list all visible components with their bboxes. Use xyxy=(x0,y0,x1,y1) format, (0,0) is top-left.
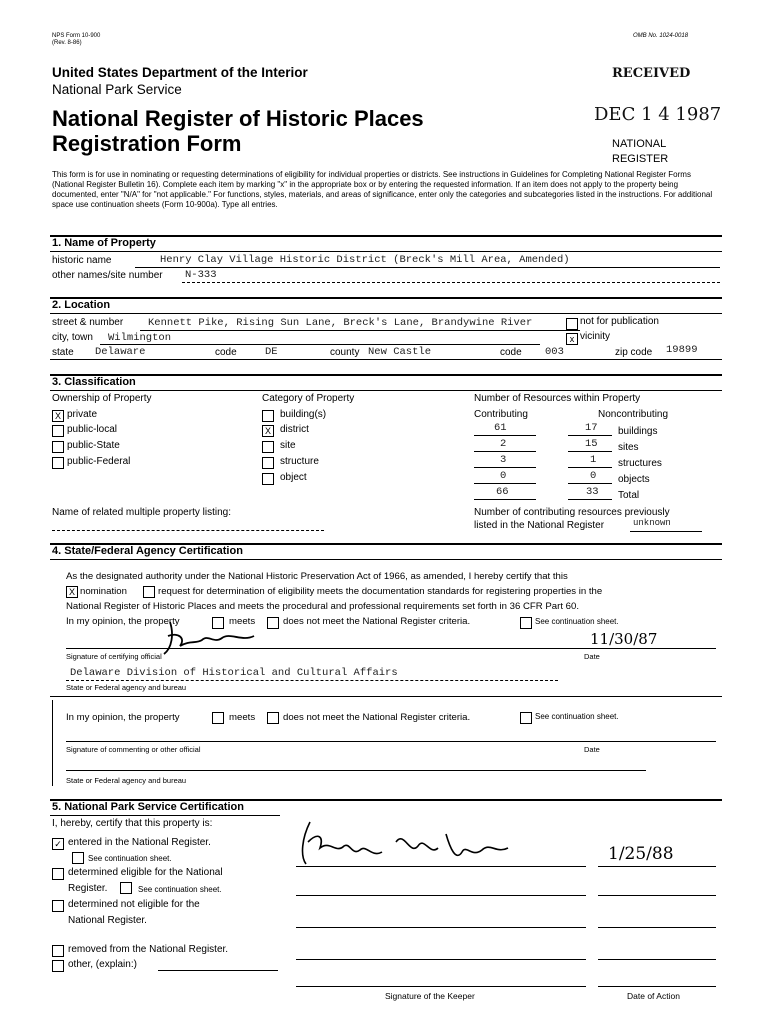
category-buildings-label: building(s) xyxy=(280,409,327,420)
street-line xyxy=(140,330,580,331)
historic-name-line xyxy=(135,267,720,268)
entered-label: entered in the National Register. xyxy=(68,837,211,848)
ownership-public-federal-label: public-Federal xyxy=(67,456,131,467)
vicinity-checkbox[interactable]: x xyxy=(566,333,578,345)
request-checkbox[interactable] xyxy=(143,586,155,598)
comment-rule xyxy=(50,696,722,697)
certify-label: I, hereby, certify that this property is: xyxy=(52,818,213,829)
agency-value[interactable]: Delaware Division of Historical and Cultural Affairs xyxy=(70,667,398,679)
category-object-checkbox[interactable] xyxy=(262,473,274,485)
intro-instructions: This form is for use in nominating or requesting determinations of eligibility for individual properties or districts. See instructions in Guidelines for Completing National Register Forms (National Register Bulletin 16). Complete each item by marking "x" in the appropriate box or by entering the requested information. If an item does not apply to the property being documented, enter "N/A" for "not applicable." For functions, styles, materials, and areas of significance, enter only the categories and subcategories listed in the instructions. For additional space use continuation sheets (Form 10-900a). Type all entries. xyxy=(52,170,713,209)
category-district-checkbox[interactable]: X xyxy=(262,425,274,437)
signature-label: Signature of certifying official xyxy=(66,652,162,661)
comment-agency-label: State or Federal agency and bureau xyxy=(66,776,187,785)
omb-number: OMB No. 1024-0018 xyxy=(633,33,689,39)
comment-see-checkbox[interactable] xyxy=(520,712,532,724)
category-site-label: site xyxy=(280,440,296,451)
stamp-national: NATIONAL xyxy=(612,138,667,150)
res-line xyxy=(474,435,536,436)
historic-name-label: historic name xyxy=(52,255,112,266)
form-revision: (Rev. 8-86) xyxy=(52,40,82,46)
form-title-line1: National Register of Historic Places xyxy=(52,106,424,131)
removed-label: removed from the National Register. xyxy=(68,944,229,955)
section4-head-rule xyxy=(50,559,722,560)
nomination-label: nomination xyxy=(80,586,127,597)
date-line-5 xyxy=(598,986,716,987)
cert-para-line1: As the designated authority under the National Historic Preservation Act of 1966, as amended, I hereby certify that this xyxy=(66,571,568,582)
agency-line xyxy=(66,680,558,681)
res-line xyxy=(568,435,612,436)
not-for-publication-label: not for publication xyxy=(580,316,659,327)
category-site-checkbox[interactable] xyxy=(262,441,274,453)
agency-label: State or Federal agency and bureau xyxy=(66,683,187,692)
certifying-date-value[interactable]: 11/30/87 xyxy=(590,630,658,648)
city-line xyxy=(100,344,540,345)
date-line-3 xyxy=(598,927,716,928)
determined-eligible-checkbox[interactable] xyxy=(52,868,64,880)
other-checkbox[interactable] xyxy=(52,960,64,972)
res-structures-label: structures xyxy=(618,458,662,469)
res-line xyxy=(474,483,536,484)
keeper-signature xyxy=(296,812,526,868)
not-eligible-label2: National Register. xyxy=(68,915,147,926)
entered-checkbox[interactable]: ✓ xyxy=(52,838,64,850)
county-code-value[interactable]: 003 xyxy=(545,346,564,358)
street-value[interactable]: Kennett Pike, Rising Sun Lane, Breck's Lane, Brandywine River xyxy=(148,317,533,329)
see2-checkbox[interactable] xyxy=(120,882,132,894)
date-of-action-label: Date of Action xyxy=(627,991,680,1001)
section2-top-rule xyxy=(50,297,722,299)
res-line xyxy=(474,499,536,500)
opinion-label: In my opinion, the property xyxy=(66,616,180,627)
ownership-private-label: private xyxy=(67,409,98,420)
determined-eligible-label2: Register. xyxy=(68,883,108,894)
signature-date-label: Date xyxy=(584,652,600,661)
res-buildings-contrib[interactable]: 61 xyxy=(494,422,507,434)
vicinity-label: vicinity xyxy=(580,331,611,342)
see1-checkbox[interactable] xyxy=(72,852,84,864)
received-date-stamp: DEC 1 4 1987 xyxy=(594,104,722,125)
comment-sig-line xyxy=(66,741,716,742)
res-total-label: Total xyxy=(618,490,640,501)
form-title-line2: Registration Form xyxy=(52,131,242,156)
date-line-4 xyxy=(598,959,716,960)
service-title: National Park Service xyxy=(52,82,182,97)
section4-heading: 4. State/Federal Agency Certification xyxy=(52,545,243,557)
other-names-line xyxy=(182,282,720,283)
res-line xyxy=(568,451,612,452)
section1-heading: 1. Name of Property xyxy=(52,237,156,249)
res-line xyxy=(568,483,612,484)
res-line xyxy=(568,467,612,468)
zip-value[interactable]: 19899 xyxy=(666,344,698,356)
signature-line xyxy=(66,648,716,649)
state-code-value[interactable]: DE xyxy=(265,346,278,358)
action-date-value[interactable]: 1/25/88 xyxy=(608,844,674,864)
category-title: Category of Property xyxy=(262,393,355,404)
category-structure-checkbox[interactable] xyxy=(262,457,274,469)
section5-heading: 5. National Park Service Certification xyxy=(52,801,244,813)
res-total-contrib[interactable]: 66 xyxy=(496,486,509,498)
not-eligible-label1: determined not eligible for the xyxy=(68,899,200,910)
ownership-public-federal-checkbox[interactable] xyxy=(52,457,64,469)
comment-opinion-label: In my opinion, the property xyxy=(66,712,180,723)
section3-heading: 3. Classification xyxy=(52,376,136,388)
category-district-label: district xyxy=(280,424,309,435)
certifying-signature xyxy=(150,614,270,658)
other-names-label: other names/site number xyxy=(52,270,163,281)
see1-label: See continuation sheet. xyxy=(88,854,172,863)
ownership-public-state-checkbox[interactable] xyxy=(52,441,64,453)
keeper-line-3 xyxy=(296,927,586,928)
section3-head-rule xyxy=(50,390,722,391)
department-title: United States Department of the Interior xyxy=(52,65,308,80)
other-label: other, (explain:) xyxy=(68,959,137,970)
not-eligible-checkbox[interactable] xyxy=(52,900,64,912)
res-objects-noncontrib[interactable]: 0 xyxy=(590,470,597,482)
res-structures-contrib[interactable]: 3 xyxy=(500,454,507,466)
keeper-line-5 xyxy=(296,986,586,987)
received-stamp: RECEIVED xyxy=(612,66,691,81)
comment-date-label: Date xyxy=(584,745,600,754)
res-line xyxy=(474,451,536,452)
city-label: city, town xyxy=(52,332,93,343)
ownership-public-state-label: public-State xyxy=(67,440,120,451)
ownership-private-checkbox[interactable]: X xyxy=(52,410,64,422)
category-structure-label: structure xyxy=(280,456,319,467)
city-value[interactable]: Wilmington xyxy=(108,332,172,344)
category-buildings-checkbox[interactable] xyxy=(262,410,274,422)
ownership-public-local-label: public-local xyxy=(67,424,118,435)
stamp-register: REGISTER xyxy=(612,153,669,165)
keeper-signature-label: Signature of the Keeper xyxy=(385,991,475,1001)
comment-meets-checkbox[interactable] xyxy=(212,712,224,724)
form-number: NPS Form 10-900 xyxy=(52,33,101,39)
see-continuation-checkbox[interactable] xyxy=(520,617,532,629)
res-sites-label: sites xyxy=(618,442,639,453)
county-code-label: code xyxy=(500,347,522,358)
res-buildings-label: buildings xyxy=(618,426,658,437)
determined-eligible-label1: determined eligible for the National xyxy=(68,867,223,878)
state-code-label: code xyxy=(215,347,237,358)
county-value[interactable]: New Castle xyxy=(368,346,432,358)
other-explain-line xyxy=(158,970,278,971)
res-objects-contrib[interactable]: 0 xyxy=(500,470,507,482)
keeper-line-1 xyxy=(296,866,586,867)
related-listing-label: Name of related multiple property listing: xyxy=(52,507,231,518)
res-buildings-noncontrib[interactable]: 17 xyxy=(585,422,598,434)
previously-listed-line1: Number of contributing resources previously xyxy=(474,507,670,518)
does-not-meet-label: does not meet the National Register criteria. xyxy=(283,616,471,627)
section1-head-rule xyxy=(50,251,722,252)
nomination-checkbox[interactable]: X xyxy=(66,586,78,598)
ownership-title: Ownership of Property xyxy=(52,393,152,404)
zip-label: zip code xyxy=(615,347,653,358)
comment-margin-line xyxy=(52,700,53,786)
category-object-label: object xyxy=(280,472,307,483)
res-total-noncontrib[interactable]: 33 xyxy=(586,486,599,498)
state-value[interactable]: Delaware xyxy=(95,346,146,358)
ownership-public-local-checkbox[interactable] xyxy=(52,425,64,437)
comment-meets-label: meets xyxy=(229,712,256,723)
see2-label: See continuation sheet. xyxy=(138,885,222,894)
cert-para-line3: National Register of Historic Places and meets the procedural and professional requirements set forth in 36 CFR Part 60. xyxy=(66,601,579,612)
previously-listed-value[interactable]: unknown xyxy=(633,518,671,528)
noncontributing-label: Noncontributing xyxy=(598,409,669,420)
keeper-line-2 xyxy=(296,895,586,896)
contributing-label: Contributing xyxy=(474,409,528,420)
comment-sig-label: Signature of commenting or other official xyxy=(66,745,201,754)
see-continuation-label: See continuation sheet. xyxy=(535,617,619,626)
res-line xyxy=(474,467,536,468)
res-structures-noncontrib[interactable]: 1 xyxy=(590,454,597,466)
not-for-publication-checkbox[interactable] xyxy=(566,318,578,330)
res-sites-noncontrib[interactable]: 15 xyxy=(585,438,598,450)
date-line-1 xyxy=(598,866,716,867)
state-label: state xyxy=(52,347,74,358)
section3-top-rule xyxy=(50,374,722,376)
res-sites-contrib[interactable]: 2 xyxy=(500,438,507,450)
resources-title: Number of Resources within Property xyxy=(474,393,641,404)
cert-para-line2: request for determination of eligibility meets the documentation standards for registering properties in the xyxy=(158,586,603,597)
related-listing-line xyxy=(52,530,324,531)
removed-checkbox[interactable] xyxy=(52,945,64,957)
comment-dnm-label: does not meet the National Register criteria. xyxy=(283,712,471,723)
comment-see-label: See continuation sheet. xyxy=(535,712,619,721)
keeper-line-4 xyxy=(296,959,586,960)
comment-dnm-checkbox[interactable] xyxy=(267,712,279,724)
county-label: county xyxy=(330,347,360,358)
res-objects-label: objects xyxy=(618,474,650,485)
section2-heading: 2. Location xyxy=(52,299,111,311)
section5-head-rule xyxy=(50,815,280,816)
date-line-2 xyxy=(598,895,716,896)
section2-head-rule xyxy=(50,313,722,314)
previously-listed-underline xyxy=(630,531,702,532)
comment-agency-line xyxy=(66,770,646,771)
street-label: street & number xyxy=(52,317,124,328)
other-names-value[interactable]: N-333 xyxy=(185,269,217,281)
meets-label: meets xyxy=(229,616,256,627)
historic-name-value[interactable]: Henry Clay Village Historic District (Breck's Mill Area, Amended) xyxy=(160,254,570,266)
res-line xyxy=(568,499,612,500)
state-line xyxy=(50,359,722,360)
previously-listed-line2: listed in the National Register xyxy=(474,520,605,531)
